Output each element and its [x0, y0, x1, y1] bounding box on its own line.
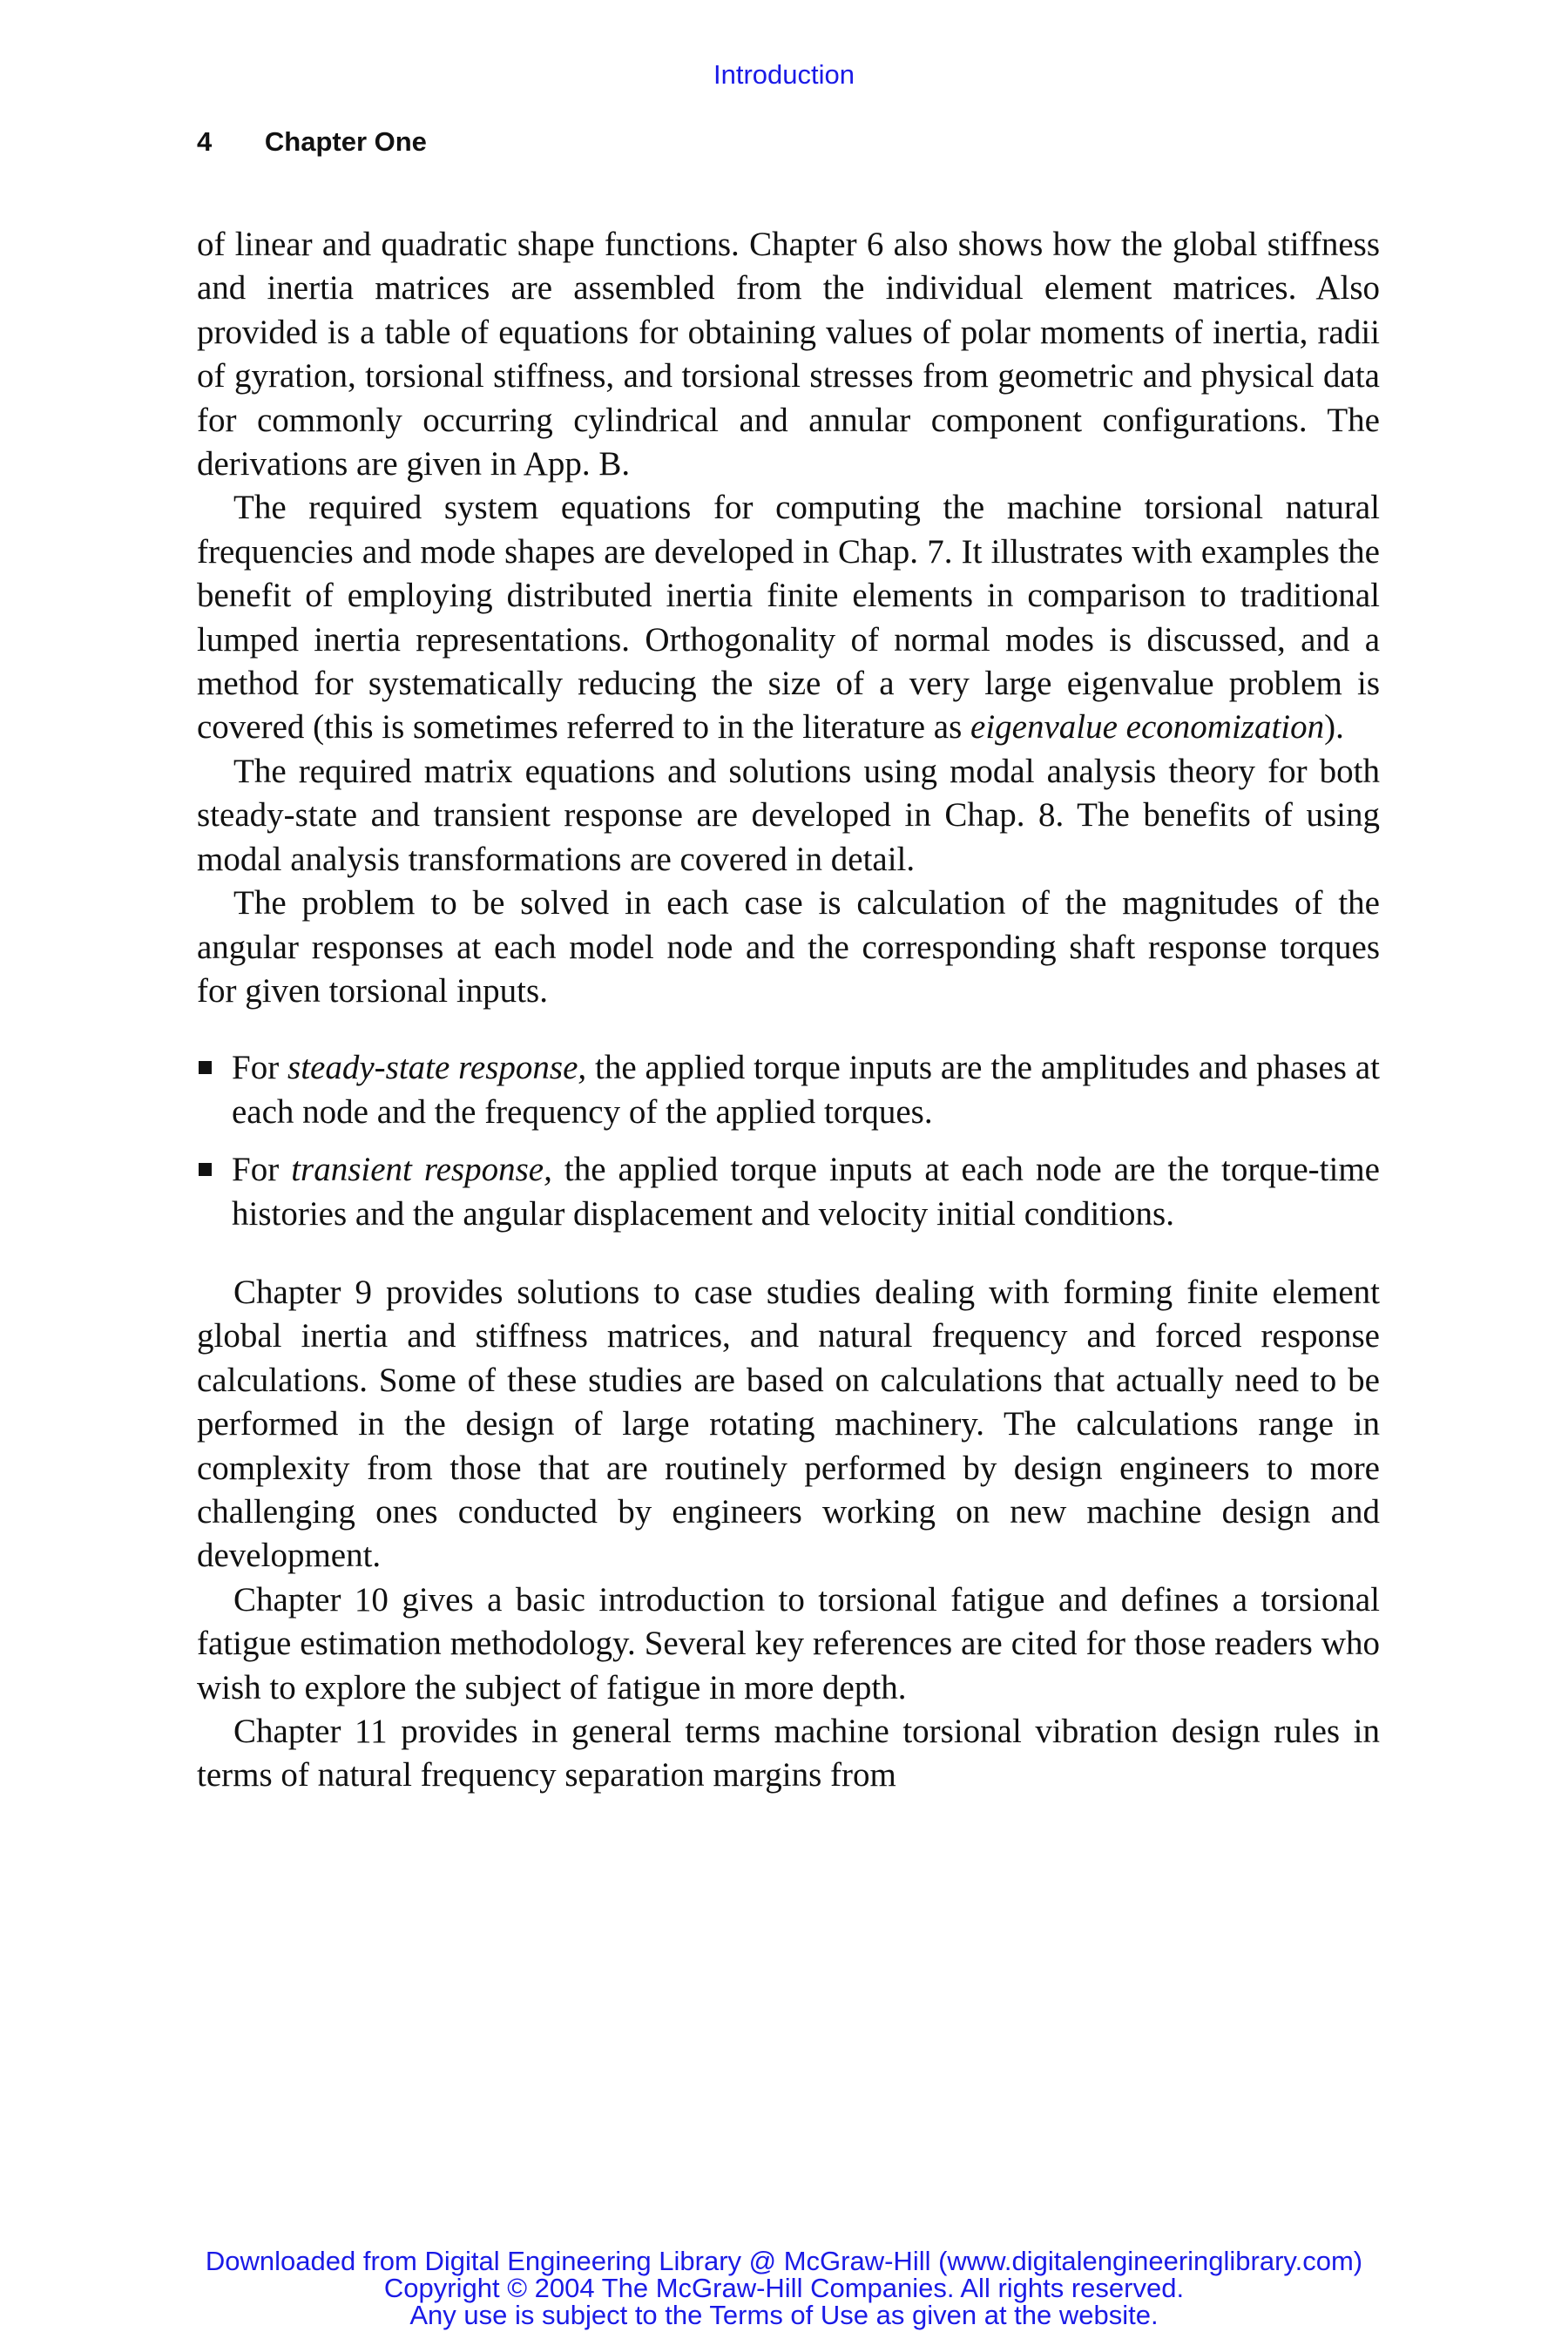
bullet-lead: For — [232, 1151, 292, 1189]
bullet-text: the applied torque inputs are the amplitudes and phases at each node and the frequency of the applied torques. — [232, 1049, 1380, 1131]
page-header — [197, 126, 427, 158]
bullet-emphasis: steady-state response, — [287, 1049, 587, 1087]
footer-copyright[interactable]: Copyright © 2004 The McGraw-Hill Companies. All rights reserved. — [383, 2273, 1185, 2303]
paragraph — [197, 486, 1380, 749]
paragraph: Chapter 9 provides solutions to case studies dealing with forming finite element global inertia and stiffness matrices, and natural frequency and forced response calculations. Some of these studies are based on calculations that actually need to be performed in the design of large rotating machinery. The calculations range in complexity from those that are routinely performed by design engineers to more challenging ones conducted by engineers working on new machine design and development. — [197, 1273, 1380, 1575]
bullet-emphasis: transient response, — [291, 1151, 552, 1189]
bullet-item — [197, 1046, 1380, 1134]
paragraph: Chapter 10 gives a basic introduction to torsional fatigue and defines a torsional fatigue estimation methodology. Several key references are cited for those readers who wish to explore the subject of fatigue in more depth. — [197, 1580, 1380, 1707]
footer-download-link[interactable]: Downloaded from Digital Engineering Library @ McGraw-Hill (www.digitalengineeringlibrary.com) — [205, 2246, 1363, 2276]
running-header-link[interactable]: Introduction — [713, 59, 855, 90]
page-number: 4 — [197, 126, 213, 157]
footer — [0, 2247, 1568, 2328]
paragraph: of linear and quadratic shape functions. Chapter 6 also shows how the global stiffness and inertia matrices are assembled from the individual element matrices. Also provided is a table of equations for obtaining values of polar moments of inertia, radii of gyration, torsional stiffness, and torsional stresses from geometric and physical data for commonly occurring cylindrical and annular component configurations. The derivations are given in App. B. — [197, 226, 1380, 483]
paragraph: The problem to be solved in each case is calculation of the magnitudes of the angular responses at each model node and the corresponding shaft response torques for given torsional inputs. — [197, 884, 1380, 1010]
chapter-title: Chapter One — [264, 126, 427, 157]
footer-terms[interactable]: Any use is subject to the Terms of Use as given at the website. — [409, 2300, 1159, 2330]
paragraph: The required matrix equations and solutions using modal analysis theory for both steady-state and transient response are developed in Chap. 8. The benefits of using modal analysis transformations are covered in detail. — [197, 752, 1380, 878]
body-text — [197, 223, 1380, 1798]
paragraph: Chapter 11 provides in general terms machine torsional vibration design rules in terms of natural frequency separation margins from — [197, 1713, 1380, 1794]
paragraph-text: ). — [1324, 708, 1344, 747]
bullet-text: the applied torque inputs at each node are the torque-time histories and the angular displacement and velocity initial conditions. — [232, 1151, 1380, 1233]
paragraph-text: The required system equations for computing the machine torsional natural frequencies and mode shapes are developed in Chap. 7. It illustrates with examples the benefit of employing distributed inertia finite elements in comparison to traditional lumped inertia representations. Orthogonality of normal modes is discussed, and a method for systematically reducing the size of a very large eigenvalue problem is covered (this is sometimes referred to in the literature as — [197, 489, 1380, 747]
bullet-list — [197, 1046, 1380, 1236]
emphasis-text: eigenvalue economization — [970, 708, 1325, 747]
bullet-item — [197, 1148, 1380, 1236]
square-bullet-icon — [199, 1163, 212, 1176]
bullet-lead: For — [232, 1049, 288, 1087]
square-bullet-icon — [199, 1061, 212, 1074]
